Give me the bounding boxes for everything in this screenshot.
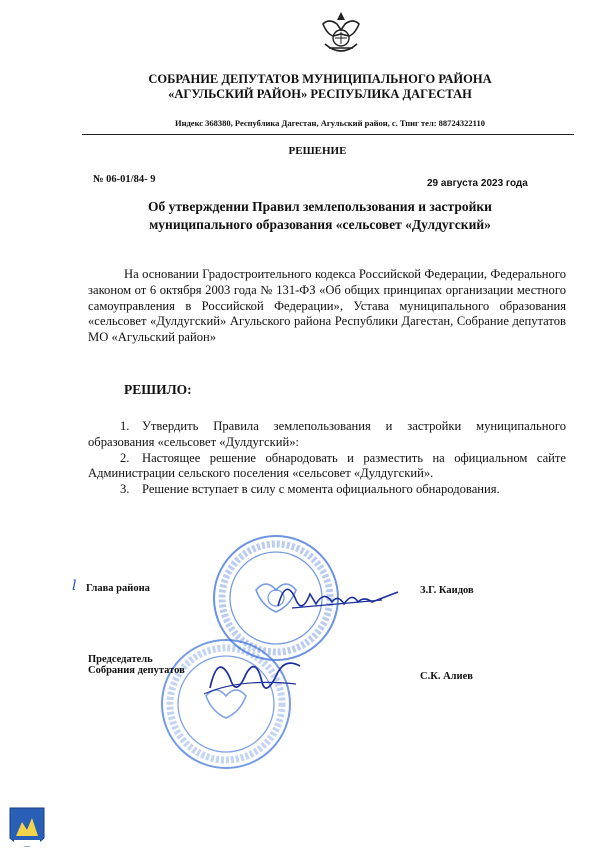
item-number: 3.: [120, 482, 130, 497]
list-item: [88, 419, 566, 451]
decided-heading: РЕШИЛО:: [124, 382, 192, 397]
document-title: [0, 198, 610, 234]
district-logo: [8, 806, 46, 856]
chair-label: [88, 654, 185, 676]
item-number: 2.: [120, 450, 130, 465]
item-text: Утвердить Правила землепользования и застройки муниципального образования «сельсовет «Дулдугский»:: [88, 419, 566, 449]
head-name: З.Г. Каидов: [420, 585, 474, 596]
title-line-2: муниципального образования «сельсовет «Дулдугский»: [149, 217, 491, 232]
org-line-1: СОБРАНИЕ ДЕПУТАТОВ МУНИЦИПАЛЬНОГО РАЙОНА: [148, 72, 492, 86]
list-item: [88, 451, 566, 483]
chair-label-line-2: Собрания депутатов: [88, 665, 185, 676]
header-divider: [82, 134, 574, 135]
document-type: РЕШЕНИЕ: [288, 145, 347, 157]
item-number: 1.: [120, 419, 130, 433]
item-text: Настоящее решение обнародовать и разместить на официальном сайте Администрации сельского поселения «сельсовет «Дулдугский».: [88, 450, 566, 481]
address-line: Индекс 368380, Республика Дагестан, Агульский район, с. Тпиг тел: 88724322110: [175, 118, 485, 128]
head-label: Глава района: [86, 583, 150, 594]
check-mark-icon: ⅼ: [72, 579, 77, 594]
coat-of-arms-emblem: [315, 8, 367, 58]
decision-items: [88, 419, 566, 498]
preamble-paragraph: На основании Градостроительного кодекса Российской Федерации, Федерального законом от 6 октября 2003 года № 131-ФЗ «Об общих принципах организации местного самоуправления в Российской Федерации», Устава муниципального образования «сельсовет «Дулдугский» Агульского района Республики Дагестан, Собрание депутатов МО «Агульский район»: [88, 267, 566, 345]
title-line-1: Об утверждении Правил землепользования и застройки: [148, 199, 492, 214]
organization-header: [0, 72, 610, 102]
head-signature: [272, 570, 404, 620]
document-number: № 06-01/84- 9: [93, 174, 156, 185]
list-item: [88, 482, 566, 498]
document-date: 29 августа 2023 года: [427, 178, 528, 189]
chair-label-line-1: Председатель: [88, 654, 153, 665]
chair-signature: [200, 648, 310, 706]
chair-name: С.К. Алиев: [420, 671, 473, 682]
org-line-2: «АГУЛЬСКИЙ РАЙОН» РЕСПУБЛИКА ДАГЕСТАН: [168, 87, 472, 101]
item-text: Решение вступает в силу с момента официального обнародования.: [142, 482, 500, 497]
